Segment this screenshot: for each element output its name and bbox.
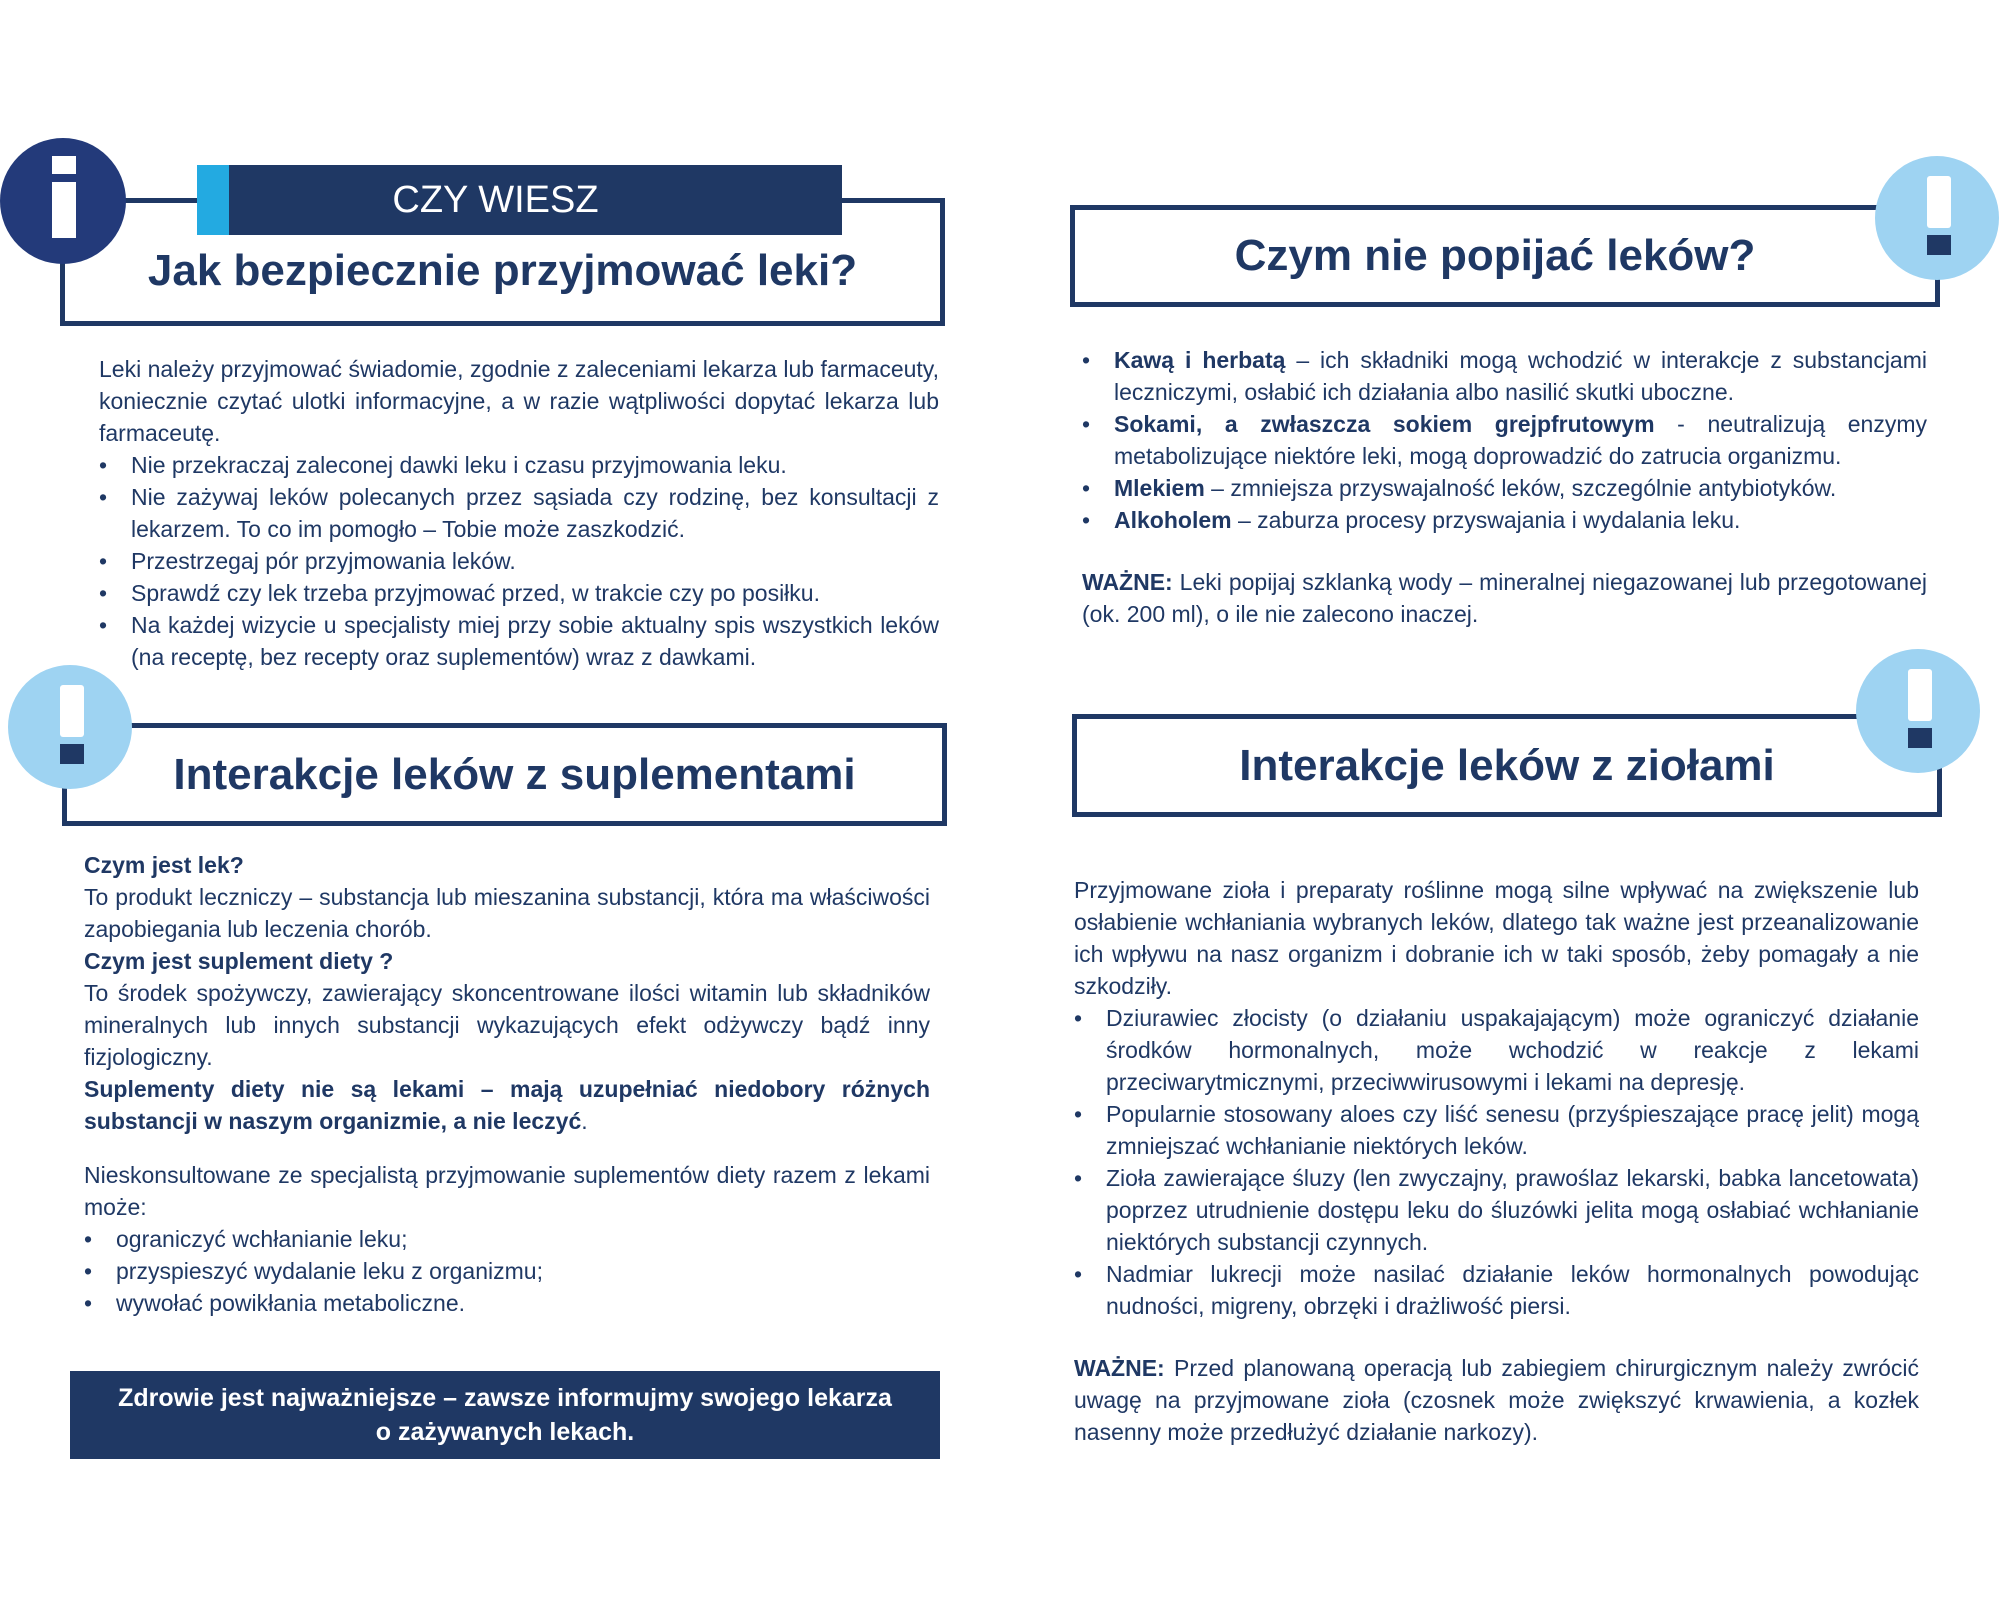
section4-body — [1074, 874, 1919, 1448]
did-you-know-badge — [229, 165, 842, 235]
supplement-statement: Suplementy diety nie są lekami – mają uzupełniać niedobory różnych substancji w naszym organizmie, a nie leczyć. — [84, 1076, 930, 1134]
exclamation-icon — [1875, 156, 1999, 280]
answer-supplement: To środek spożywczy, zawierający skoncentrowane ilości witamin lub składników mineralnych lub innych substancji wykazujących efekt odżywczy bądź inny fizjologiczny. — [84, 980, 930, 1070]
list-item: • Alkoholem – zaburza procesy przyswajania i wydalania leku. — [1082, 504, 1927, 536]
section2-title-box — [1070, 205, 1940, 307]
section3-title: Interakcje leków z suplementami — [173, 749, 856, 799]
list-item: • Kawą i herbatą – ich składniki mogą wchodzić w interakcje z substancjami leczniczymi, osłabić ich działania albo nasilić skutki uboczne. — [1082, 344, 1927, 408]
answer-drug: To produkt leczniczy – substancja lub mieszanina substancji, która ma właściwości zapobiegania lub leczenia chorób. — [84, 884, 930, 942]
banner-line-2: o zażywanych lekach. — [375, 1418, 635, 1446]
list-item: • Sprawdź czy lek trzeba przyjmować przed, w trakcie czy po posiłku. — [99, 577, 939, 609]
section4-title-box — [1072, 714, 1942, 817]
exclamation-icon — [8, 665, 132, 789]
list-item: • Nie zażywaj leków polecanych przez sąsiada czy rodzinę, bez konsultacji z lekarzem. To co im pomogło – Tobie może zaszkodzić. — [99, 481, 939, 545]
exclamation-dot — [1927, 235, 1951, 255]
list-item: • Nie przekraczaj zaleconej dawki leku i czasu przyjmowania leku. — [99, 449, 939, 481]
section1-intro: Leki należy przyjmować świadomie, zgodnie z zaleceniami lekarza lub farmaceuty, koniecznie czytać ulotki informacyjne, a w razie wątpliwości dopytać lekarza lub farmaceutę. — [99, 356, 939, 446]
list-item: • Na każdej wizycie u specjalisty miej przy sobie aktualny spis wszystkich leków (na receptę, bez recepty oraz suplementów) wraz z dawkami. — [99, 609, 939, 673]
list-item: • Popularnie stosowany aloes czy liść senesu (przyśpieszające pracę jelit) mogą zmniejszać wchłanianie niektórych leków. — [1074, 1098, 1919, 1162]
section3-title-box — [62, 723, 947, 826]
badge-label: CZY WIESZ — [392, 178, 599, 221]
exclamation-bar — [1908, 669, 1932, 721]
list-item: • Zioła zawierające śluzy (len zwyczajny, prawoślaz lekarski, babka lancetowata) poprzez utrudnienie dostępu leku do śluzówki jelita mogą osłabiać wchłanianie niektórych substancji czynnych. — [1074, 1162, 1919, 1258]
section2-body — [1082, 344, 1927, 630]
list-item: • Nadmiar lukrecji może nasilać działanie leków hormonalnych powodując nudności, migreny, obrzęki i drażliwość piersi. — [1074, 1258, 1919, 1322]
section3-body — [84, 849, 930, 1319]
list-item: • Mlekiem – zmniejsza przyswajalność leków, szczególnie antybiotyków. — [1082, 472, 1927, 504]
badge-accent — [197, 165, 229, 235]
exclamation-icon — [1856, 649, 1980, 773]
exclamation-bar — [1927, 176, 1951, 228]
bottom-banner — [70, 1371, 940, 1459]
question-drug: Czym jest lek? — [84, 852, 244, 878]
list-item: • ograniczyć wchłanianie leku; — [84, 1223, 930, 1255]
info-icon-stem — [52, 182, 76, 238]
list-item: • wywołać powikłania metaboliczne. — [84, 1287, 930, 1319]
section2-title: Czym nie popijać leków? — [1234, 231, 1756, 280]
section1-body — [99, 353, 939, 673]
list-item: • Dziurawiec złocisty (o działaniu uspakajającym) może ograniczyć działanie środków hormonalnych, może wchodzić w reakcje z lekami przeciwarytmicznymi, przeciwwirusowymi i lekami na depresję. — [1074, 1002, 1919, 1098]
exclamation-dot — [1908, 728, 1932, 748]
section3-intro: Nieskonsultowane ze specjalistą przyjmowanie suplementów diety razem z lekami może: — [84, 1162, 930, 1220]
section1-title: Jak bezpiecznie przyjmować leki? — [147, 246, 858, 295]
info-icon — [0, 138, 126, 264]
list-item: • przyspieszyć wydalanie leku z organizmu; — [84, 1255, 930, 1287]
info-icon-dot — [52, 156, 76, 174]
list-item: • Sokami, a zwłaszcza sokiem grejpfrutowym - neutralizują enzymy metabolizujące niektóre leki, mogą doprowadzić do zatrucia organizmu. — [1082, 408, 1927, 472]
exclamation-bar — [60, 685, 84, 737]
section4-intro: Przyjmowane zioła i preparaty roślinne mogą silne wpływać na zwiększenie lub osłabienie wchłaniania wybranych leków, dlatego tak ważne jest przeanalizowanie ich wpływu na nasz organizm i dobranie ich w taki sposób, żeby pomagały a nie szkodziły. — [1074, 877, 1919, 999]
list-item: • Przestrzegaj pór przyjmowania leków. — [99, 545, 939, 577]
question-supplement: Czym jest suplement diety ? — [84, 948, 394, 974]
section2-note: WAŻNE: Leki popijaj szklanką wody – mineralnej niegazowanej lub przegotowanej (ok. 200 ml), o ile nie zalecono inaczej. — [1082, 569, 1927, 627]
banner-line-1: Zdrowie jest najważniejsze – zawsze informujmy swojego lekarza — [118, 1384, 892, 1412]
section4-note: WAŻNE: Przed planowaną operacją lub zabiegiem chirurgicznym należy zwrócić uwagę na przyjmowane zioła (czosnek może zwiększyć krwawienia, a kozłek nasenny może przedłużyć działanie narkozy). — [1074, 1355, 1919, 1445]
exclamation-dot — [60, 744, 84, 764]
section4-title: Interakcje leków z ziołami — [1239, 740, 1775, 790]
